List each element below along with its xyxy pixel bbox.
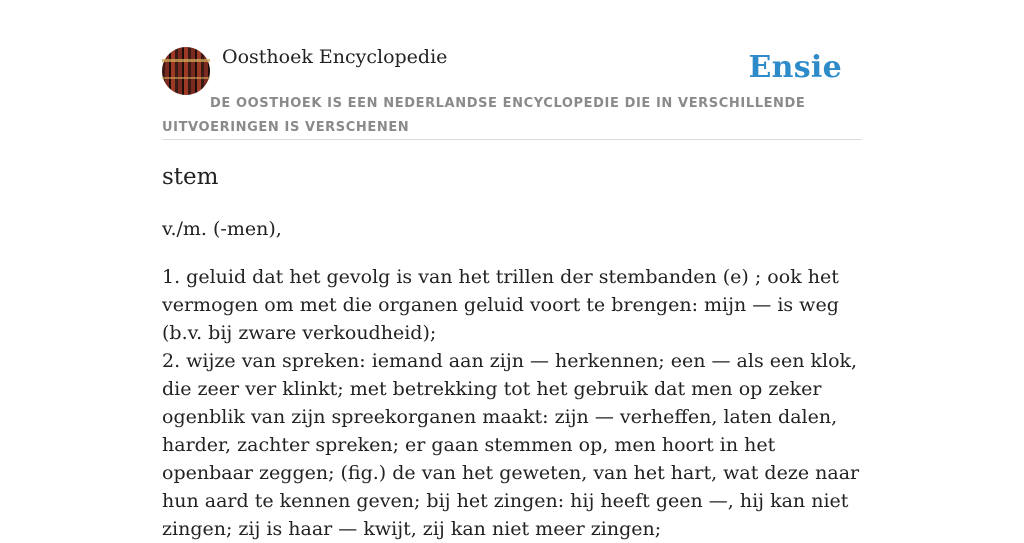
page — [162, 0, 862, 540]
definition-item: 2. wijze van spreken: iemand aan zijn — herkennen; een — als een klok, die zeer ver klinkt; met betrekking tot het gebruik dat men op zeker ogenblik van zijn spreekorganen maakt: zijn — verheffen, laten dalen, harder, zachter spreken; er gaan stemmen op, men hoort in het openbaar zeggen; (fig.) de van het geweten, van het hart, wat deze naar hun aard te kennen geven; bij het zingen: hij heeft geen —, hij kan niet zingen; zij is haar — kwijt, zij kan niet meer zingen; — [162, 350, 860, 540]
site-tagline: DE OOSTHOEK IS EEN NEDERLANDSE ENCYCLOPEDIE DIE IN VERSCHILLENDE UITVOERINGEN IS VERSCHENEN — [162, 96, 806, 135]
site-header — [162, 0, 862, 140]
entry-title: stem — [162, 164, 219, 190]
site-title[interactable]: Oosthoek Encyclopedie — [222, 46, 448, 68]
entry-definitions — [162, 263, 862, 543]
brand-logo[interactable]: Ensie — [748, 50, 842, 85]
avatar[interactable] — [162, 47, 210, 95]
entry-grammar: v./m. (-men), — [162, 218, 282, 240]
definition-item: 1. geluid dat het gevolg is van het trillen der stembanden (e) ; ook het vermogen om met die organen geluid voort te brengen: mijn — is weg (b.v. bij zware verkoudheid); — [162, 266, 839, 344]
